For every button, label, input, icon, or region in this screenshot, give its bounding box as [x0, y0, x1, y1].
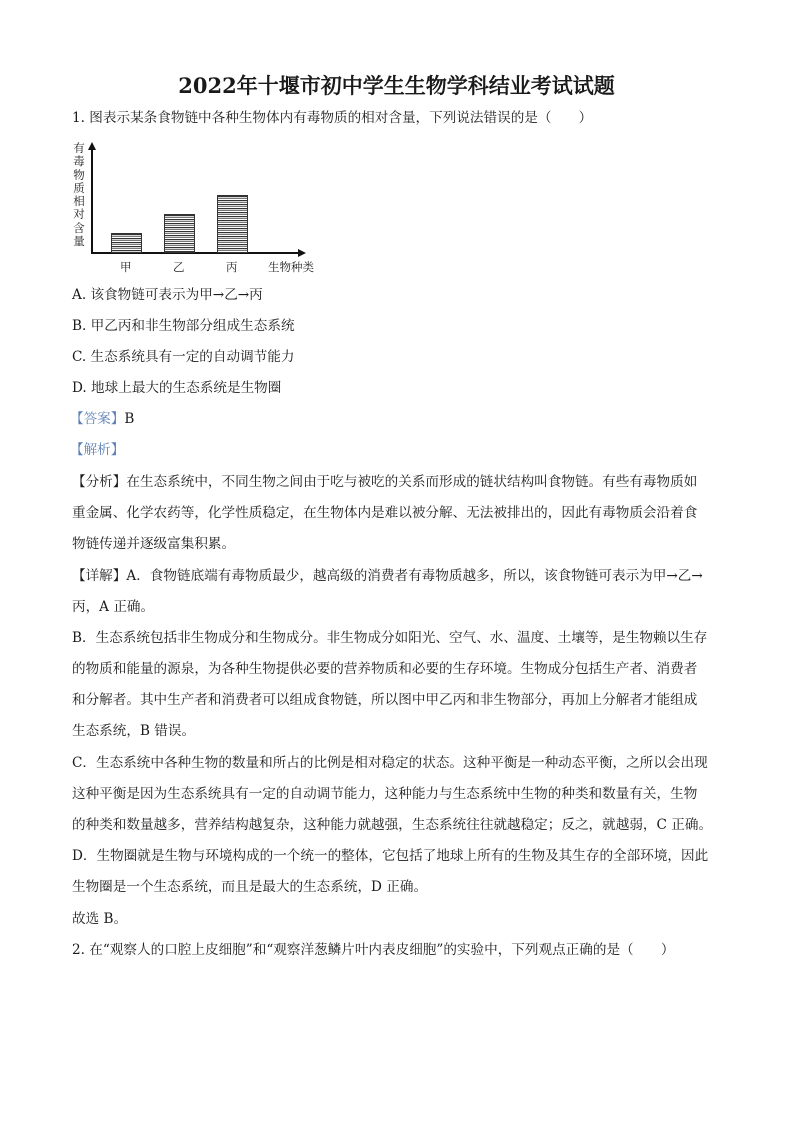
explanation-line: 【分析】在生态系统中，不同生物之间由于吃与被吃的关系而形成的链状结构叫食物链。有些有毒物质如: [72, 474, 698, 490]
option-b: B. 甲乙丙和非生物部分组成生态系统: [72, 318, 295, 334]
y-axis-arrow-icon: [88, 142, 96, 150]
answer-label: 【答案】: [70, 411, 125, 427]
analysis-label: 【解析】: [70, 442, 125, 458]
question-2-stem: 2. 在“观察人的口腔上皮细胞”和“观察洋葱鳞片叶内表皮细胞”的实验中，下列观点正确的是（ ）: [72, 942, 675, 958]
explanation-line: 生态系统，B 错误。: [72, 723, 196, 739]
x-tick-yi: 乙: [173, 260, 185, 274]
answer-value: B: [124, 411, 135, 427]
explanation-line: B．生态系统包括非生物成分和生物成分。非生物成分如阳光、空气、水、温度、土壤等，是生物赖以生存: [72, 630, 708, 646]
explanation-line: 生物圈是一个生态系统，而且是最大的生态系统，D 正确。: [72, 879, 428, 895]
x-tick-bing: 丙: [226, 260, 238, 274]
bar-bing: [217, 195, 248, 253]
explanation-line: 【详解】A．食物链底端有毒物质最少，越高级的消费者有毒物质越多，所以，该食物链可表示为甲→乙→: [72, 568, 703, 584]
document-title: 2022年十堰市初中学生生物学科结业考试试题: [178, 73, 615, 98]
toxin-bar-chart: [66, 138, 336, 278]
explanation-line: 物链传递并逐级富集积累。: [72, 536, 236, 552]
chart-x-axis-label: 生物种类: [268, 260, 314, 274]
explanation-line: C．生态系统中各种生物的数量和所占的比例是相对稳定的状态。这种平衡是一种动态平衡，之所以会出现: [72, 755, 708, 771]
bar-jia: [111, 233, 142, 253]
explanation-line: 的物质和能量的源泉，为各种生物提供必要的营养物质和必要的生存环境。生物成分包括生产者、消费者: [72, 661, 698, 677]
option-d: D. 地球上最大的生态系统是生物圈: [72, 380, 282, 396]
chart-y-axis-label: 有 毒 物 质 相 对 含 量: [73, 141, 85, 249]
question-1-stem: 1. 图表示某条食物链中各种生物体内有毒物质的相对含量，下列说法错误的是（ ）: [72, 110, 593, 126]
option-c: C. 生态系统具有一定的自动调节能力: [72, 349, 295, 365]
chart-y-axis: [91, 147, 93, 253]
explanation-line: 重金属、化学农药等，化学性质稳定，在生物体内是难以被分解、无法被排出的，因此有毒物质会沿着食: [72, 505, 698, 521]
explanation-line: 和分解者。其中生产者和消费者可以组成食物链，所以图中甲乙丙和非生物部分，再加上分解者才能组成: [72, 692, 698, 708]
explanation-line: D．生物圈就是生物与环境构成的一个统一的整体，它包括了地球上所有的生物及其生存的全部环境，因此: [72, 848, 709, 864]
x-axis-arrow-icon: [298, 249, 306, 257]
answer-row: [70, 409, 134, 429]
option-a: A. 该食物链可表示为甲→乙→丙: [72, 287, 263, 303]
x-tick-jia: 甲: [120, 260, 132, 274]
explanation-line: 丙，A 正确。: [72, 599, 155, 615]
explanation-line: 的种类和数量越多，营养结构越复杂，这种能力就越强，生态系统往往就越稳定；反之，就越弱，C 正确。: [72, 817, 713, 833]
conclusion-line: 故选 B。: [72, 911, 128, 927]
bar-yi: [164, 214, 195, 253]
explanation-line: 这种平衡是因为生态系统具有一定的自动调节能力，这种能力与生态系统中生物的种类和数量有关，生物: [72, 786, 698, 802]
